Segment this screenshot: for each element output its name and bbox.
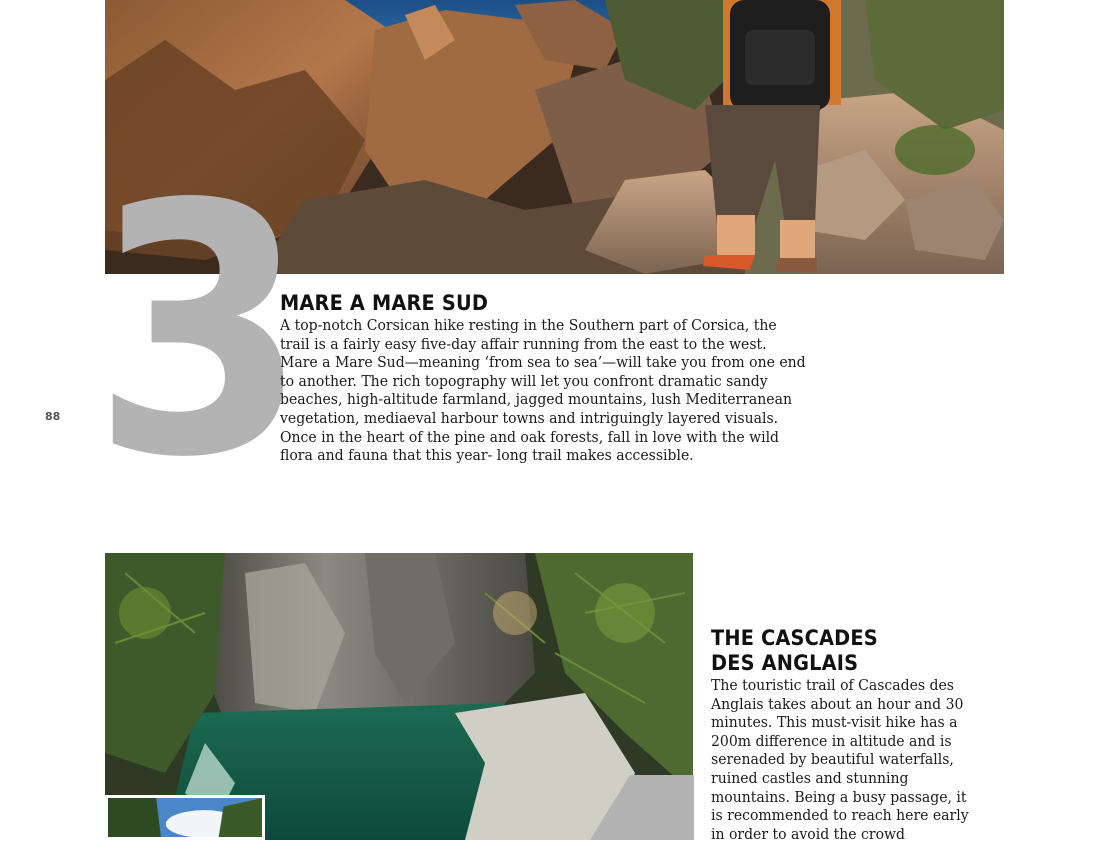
section-4-title	[711, 626, 895, 676]
section-number-4	[590, 775, 694, 840]
inset-trees-photo	[105, 795, 265, 840]
page-number: 88	[45, 410, 61, 423]
section-4-title-line2: DES ANGLAIS	[711, 651, 859, 675]
section-number-3: 3	[92, 132, 305, 533]
section-3-title: MARE A MARE SUD	[280, 291, 489, 315]
section-4-body: The touristic trail of Cascades des Anglais takes about an hour and 30 minutes. This must-visit hike has a 200m difference in altitude and is serenaded by beautiful waterfalls, ruined castles and stunning mountains. Being a busy passage, it is recommended to reach here early in order to avoid the crowd	[711, 677, 969, 843]
section-4-title-line1: THE CASCADES	[711, 626, 878, 650]
section-3-body: A top-notch Corsican hike resting in the Southern part of Corsica, the trail is a fairly easy five-day affair running from the east to the west. Mare a Mare Sud—meaning ‘from sea to sea’—will take you from one end to another. The rich topography will let you confront dramatic sandy beaches, high-altitude farmland, jagged mountains, lush Mediterranean vegetation, mediaeval harbour towns and intriguingly layered visuals. Once in the heart of the pine and oak forests, fall in love with the wild flora and fauna that this year- long trail makes accessible.	[280, 317, 806, 465]
